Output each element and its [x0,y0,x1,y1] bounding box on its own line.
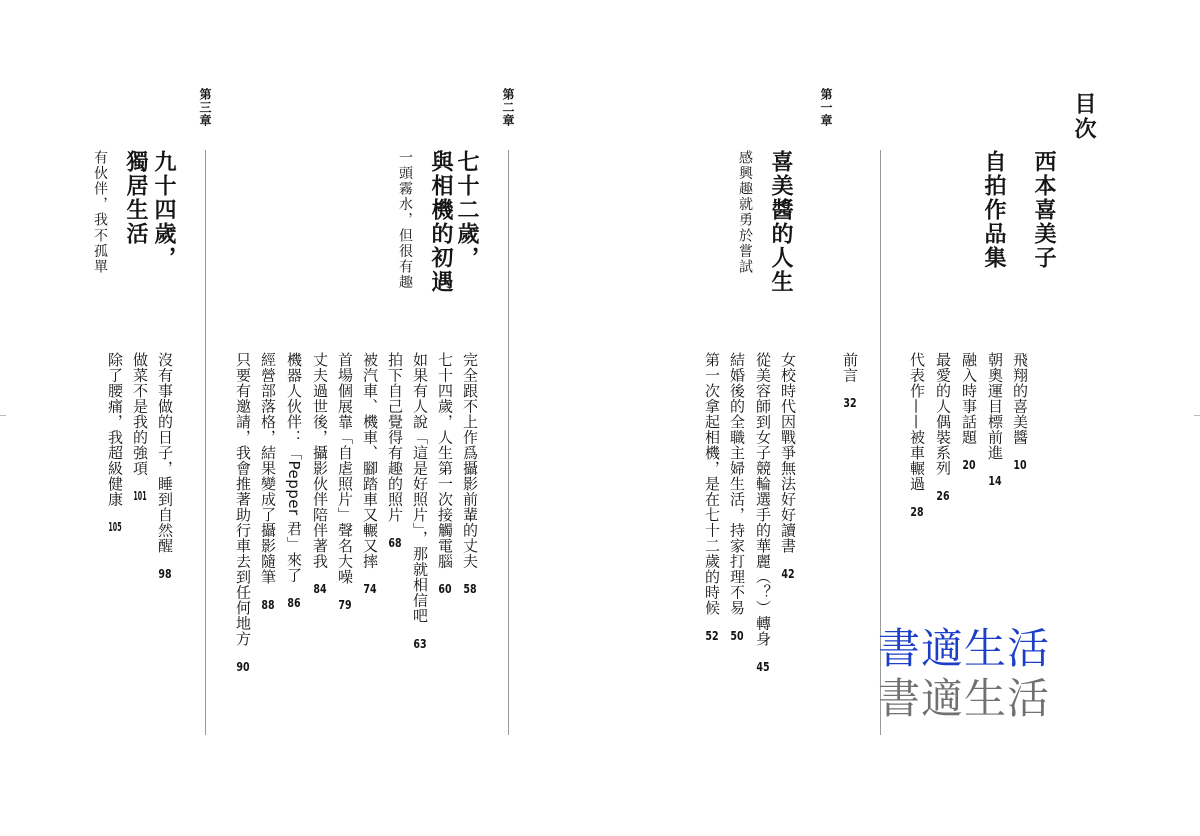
page-number: 60 [438,583,452,595]
page-number: 32 [843,397,857,409]
page-number: 90 [236,660,250,673]
entry-title: 丈夫過世後，攝影伙伴陪伴著我 [311,352,329,569]
chapter-2-title-line-2: 與相機的初遇 [428,150,453,294]
toc-entry [961,352,976,471]
toc-entry [987,352,1002,487]
toc-entry [412,352,427,650]
page-number: 52 [705,629,719,642]
gallery-title-line-1: 西本喜美子 [1031,150,1056,270]
toc-entry [235,352,250,673]
entry-title: 代表作——被車輾過 [908,352,926,492]
entry-title: 被汽車、機車、腳踏車又輾又摔 [361,352,379,569]
entry-title: 做菜不是我的強項 [131,352,149,476]
toc-entry [286,352,301,609]
entry-title: 從美容師到女子競輪選手的華麗（？）轉身 [754,352,772,647]
entry-title: 只要有邀請，我會推著助行車去到任何地方 [234,352,252,647]
right-edge-tick [1194,415,1200,416]
page-number: 50 [730,629,744,642]
chapter-1-label: 第一章 [819,88,833,127]
entry-title: 前言 [841,352,859,383]
entry-title: 首場個展靠「自虐照片」聲名大噪 [336,352,354,585]
toc-entry [387,352,402,549]
page-number: 28 [910,505,924,518]
toc-entry [107,352,122,533]
toc-entry [312,352,327,595]
page-number: 14 [988,474,1002,487]
toc-entry [909,352,924,518]
chapter-2-rule [508,150,509,735]
toc-entry [704,352,719,642]
watermark-blue: 書適生活 [878,624,1051,673]
page-number: 10 [1013,459,1027,471]
chapter-2-title-line-1: 七十二歲， [454,150,479,270]
entry-title: 第一次拿起相機，是在七十二歲的時候 [703,352,721,616]
toc-entry [755,352,770,673]
preface-entry [842,352,857,409]
toc-entry [362,352,377,595]
entry-title: 結婚後的全職主婦生活，持家打理不易 [728,352,746,616]
page-number: 86 [287,596,301,609]
page-number: 101 [133,490,147,502]
chapter-3-subtitle: 有伙伴，我不孤單 [92,150,108,275]
toc-entry [935,352,950,502]
toc-entry [132,352,147,502]
page-number: 105 [108,521,122,533]
page-number: 42 [781,567,795,580]
chapter-3-title-line-2: 獨居生活 [123,150,148,246]
page-number: 84 [313,583,327,595]
entry-title: 機器人伙伴：「Pepper 君」來了 [285,352,303,583]
toc-entry [437,352,452,595]
entry-title: 如果有人說「這是好照片」，那就相信吧 [411,352,429,624]
entry-title: 最愛的人偶裝系列 [934,352,952,476]
toc-heading: 目次 [1071,92,1096,142]
toc-entry [337,352,352,611]
chapter-1-subtitle: 感興趣就勇於嘗試 [737,150,753,275]
page-number: 58 [463,583,477,595]
page-number: 88 [261,598,275,611]
entry-title: 飛翔的喜美醬 [1011,352,1029,445]
chapter-3-label: 第三章 [198,88,212,127]
entry-title: 經營部落格，結果變成了攝影隨筆 [259,352,277,585]
page-number: 68 [388,536,402,549]
page-number: 74 [363,583,377,595]
entry-title: 朝奧運目標前進 [986,352,1004,461]
entry-title: 女校時代因戰爭無法好好讀書 [779,352,797,554]
toc-entry [780,352,795,580]
chapter-2-label: 第二章 [501,88,515,127]
chapter-3-title-line-1: 九十四歲， [151,150,176,270]
toc-entry [729,352,744,642]
chapter-2-subtitle: 一頭霧水，但很有趣 [397,150,413,291]
toc-entry [462,352,477,595]
entry-title: 七十四歲，人生第一次接觸電腦 [436,352,454,569]
toc-entry [157,352,172,580]
gallery-title-line-2: 自拍作品集 [981,150,1006,270]
toc-entry [260,352,275,611]
page-number: 45 [756,660,770,673]
left-edge-tick [0,415,6,416]
entry-title: 完全跟不上作爲攝影前輩的丈夫 [461,352,479,569]
entry-title: 除了腰痛，我超級健康 [106,352,124,507]
page-number: 26 [936,490,950,502]
watermark-gray: 書適生活 [878,674,1051,723]
page-number: 79 [338,598,352,611]
entry-title: 融入時事話題 [960,352,978,445]
chapter-1-title: 喜美醬的人生 [768,150,793,294]
page-number: 20 [962,459,976,471]
page-number: 98 [158,567,172,580]
page-number: 63 [413,637,427,650]
chapter-3-rule [205,150,206,735]
entry-title: 拍下自己覺得有趣的照片 [386,352,404,523]
toc-entry [1012,352,1027,471]
entry-title: 沒有事做的日子，睡到自然醒 [156,352,174,554]
